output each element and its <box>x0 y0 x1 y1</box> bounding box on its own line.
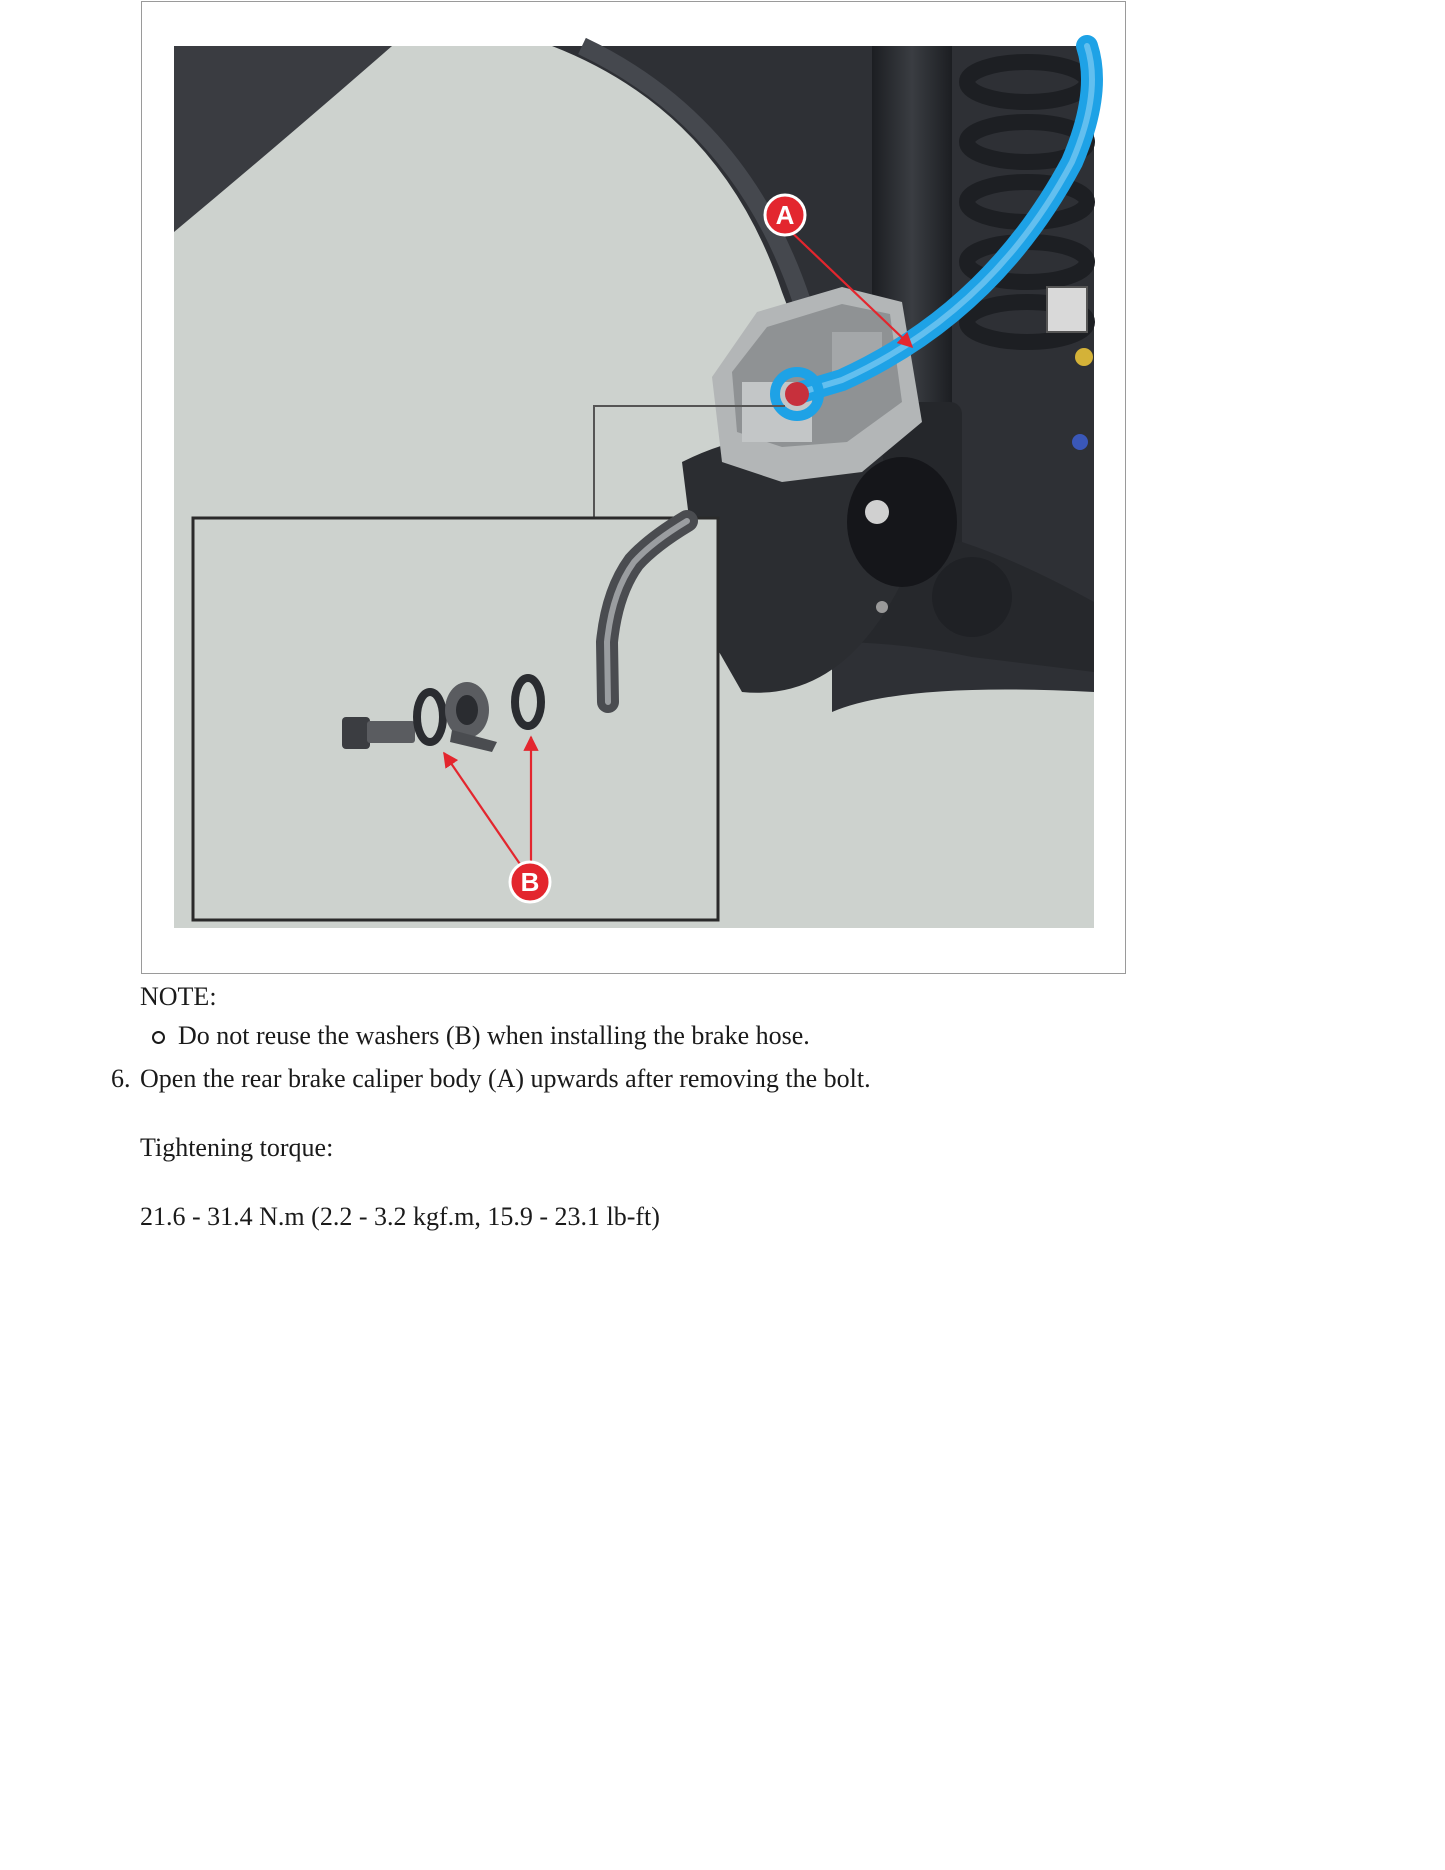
brake-caliper-figure <box>141 1 1126 974</box>
step-number: 6. <box>111 1064 131 1093</box>
step-text: Open the rear brake caliper body (A) upwards after removing the bolt. <box>140 1064 871 1093</box>
note-label: NOTE: <box>140 982 217 1011</box>
banjo-fitting <box>785 382 809 406</box>
bullet-circle-icon <box>152 1031 165 1044</box>
torque-label: Tightening torque: <box>140 1133 334 1162</box>
callout-b-label: B <box>520 867 540 897</box>
inset-detail <box>193 518 718 920</box>
note-bullet: Do not reuse the washers (B) when installing the brake hose. <box>178 1021 810 1050</box>
torque-value: 21.6 - 31.4 N.m (2.2 - 3.2 kgf.m, 15.9 - 23.1 lb-ft) <box>140 1202 660 1231</box>
callout-a-label: A <box>775 200 795 230</box>
